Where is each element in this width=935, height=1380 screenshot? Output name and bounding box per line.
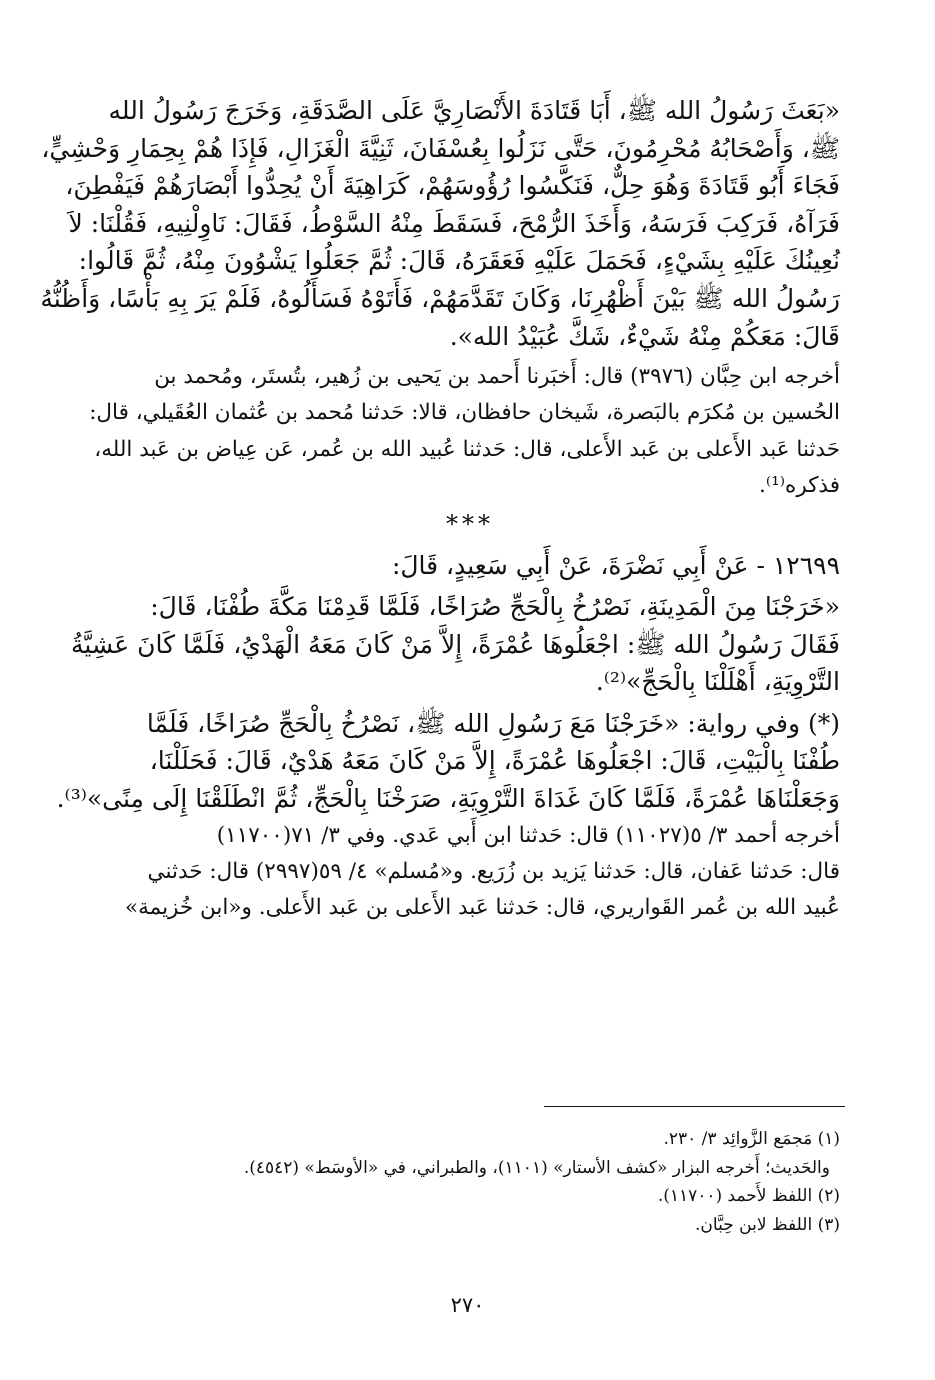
footnote-separator bbox=[544, 1106, 845, 1107]
text-line: الحُسين بن مُكرَم بالبَصرة، شَيخان حافظان، قالا: حَدثنا مُحمد بن عُثمان العُقَيلي، قال: bbox=[89, 400, 840, 426]
takhrij-previous bbox=[89, 359, 840, 504]
text-line: قال: حَدثنا عَفان، قال: حَدثنا يَزيد بن زُرَيع. و«مُسلم» ٤/ ٥٩(٢٩٩٧) قال: حَدثني bbox=[147, 858, 840, 884]
text-line: أخرجه ابن حِبَّان (٣٩٧٦) قال: أَخبَرنا أَحمد بن يَحيى بن زُهير، بتُستَر، ومُحمد بن bbox=[154, 364, 840, 390]
text-line: حَدثنا عَبد الأَعلى بن عَبد الأَعلى، قال: حَدثنا عُبيد الله بن عُمر، عَن عِياض بن عَبد الله، bbox=[94, 436, 840, 462]
page-number: ٢٧٠ bbox=[450, 1293, 485, 1317]
text-line: التَّرْوِيَةِ، أَهْلَلْنَا بِالْحَجِّ»⁽²⁾. bbox=[595, 667, 840, 697]
footnote: والحَديث؛ أَخرجه البزار «كشف الأستار» (١١٠١)، والطبراني، في «الأوسَط» (٤٥٤٢). bbox=[243, 1157, 830, 1178]
takhrij bbox=[100, 818, 840, 927]
text-line: أخرجه أحمد ٣/ ٥(١١٠٢٧) قال: حَدثنا ابن أَبي عَدي. وفي ٣/ ٧١(١١٧٠٠) bbox=[216, 822, 840, 848]
text-line: (*) وفي رواية: «خَرَجْنَا مَعَ رَسُولِ الله ﷺ، نَصْرُخُ بِالْحَجِّ صُرَاخًا، فَلَمَّا bbox=[146, 708, 840, 738]
text-line: فَرَآهُ، فَرَكِبَ فَرَسَهُ، وَأَخَذَ الرُّمْحَ، فَسَقَطَ مِنْهُ السَّوْطُ، فَقَالَ: نَاوِلْنِيهِ، فَقُلْنَا: لاَ bbox=[68, 208, 840, 238]
hadith-text bbox=[71, 588, 840, 701]
footnotes bbox=[100, 1125, 840, 1239]
footnote: (٢) اللفظ لأَحمد (١١٧٠٠). bbox=[657, 1186, 840, 1206]
text-line: عُبيد الله بن عُمر القَواريري، قال: حَدثنا عَبد الأَعلى بن عَبد الأَعلى. و«ابن خُزيمة» bbox=[124, 894, 840, 920]
footnote: (١) مَجمَع الزَّوائِد ٣/ ٢٣٠. bbox=[663, 1129, 840, 1149]
hadith-text-previous bbox=[40, 92, 840, 355]
text-line: طُفْنَا بِالْبَيْتِ، قَالَ: اجْعَلُوهَا عُمْرَةً، إِلاَّ مَنْ كَانَ مَعَهُ هَدْيٌ، قَالَ: فَحَلَلْنَا، bbox=[149, 746, 840, 776]
text-line: نُعِينُكَ عَلَيْهِ بِشَيْءٍ، فَحَمَلَ عَلَيْهِ فَعَقَرَهُ، قَالَ: ثُمَّ جَعَلُوا يَشْوُونَ مِنْهُ، ثُمَّ قَالُوا: bbox=[78, 246, 840, 276]
text-line: رَسُولُ الله ﷺ بَيْنَ أَظْهُرِنَا، وَكَانَ تَقَدَّمَهُمْ، فَأَتَوْهُ فَسَأَلُوهُ، فَلَمْ يَرَ بِهِ بَأْسًا، وَأَظُنُّهُ bbox=[40, 283, 840, 313]
riwaya-text bbox=[56, 705, 840, 818]
footnote: (٣) اللفظ لابن حِبَّان. bbox=[695, 1214, 840, 1235]
text-line: فذكره⁽¹⁾. bbox=[759, 472, 840, 498]
text-line: «خَرَجْنَا مِنَ الْمَدِينَةِ، نَصْرُخُ بِالْحَجِّ صُرَاخًا، فَلَمَّا قَدِمْنَا مَكَّةَ طُفْنَا، قَالَ: bbox=[150, 591, 840, 621]
text-line: فَجَاءَ أَبُو قَتَادَةَ وَهُوَ حِلٌّ، فَنَكَّسُوا رُؤُوسَهُمْ، كَرَاهِيَةَ أَنْ يُحِدُّوا أَبْصَارَهُمْ فَيَفْطِنَ، bbox=[65, 171, 840, 201]
hadith-heading: ١٢٦٩٩ - عَنْ أَبِي نَضْرَةَ، عَنْ أَبِي سَعِيدٍ، قَالَ: bbox=[391, 550, 840, 580]
page-body bbox=[40, 92, 840, 926]
section-separator: *** bbox=[446, 509, 494, 538]
text-line: فَقَالَ رَسُولُ الله ﷺ: اجْعَلُوهَا عُمْرَةً، إِلاَّ مَنْ كَانَ مَعَهُ الْهَدْيُ، فَلَمَّا كَانَ عَشِيَّةُ bbox=[71, 629, 840, 659]
text-line: «بَعَثَ رَسُولُ الله ﷺ، أَبَا قَتَادَةَ الأَنْصَارِيَّ عَلَى الصَّدَقَةِ، وَخَرَجَ رَسُولُ الله bbox=[108, 96, 840, 125]
text-line: قَالَ: مَعَكُمْ مِنْهُ شَيْءٌ، شَكَّ عُبَيْدُ الله». bbox=[449, 321, 840, 351]
text-line: وَجَعَلْنَاهَا عُمْرَةً، فَلَمَّا كَانَ غَدَاةَ التَّرْوِيَةِ، صَرَخْنَا بِالْحَجِّ، ثُمَّ انْطَلَقْنَا إِلَى مِنًى»⁽³⁾. bbox=[56, 783, 840, 813]
text-line: ﷺ، وَأَصْحَابُهُ مُحْرِمُونَ، حَتَّى نَزَلُوا بِعُسْفَانَ، ثَنِيَّةَ الْغَزَالِ، فَإِذَا هُمْ بِحِمَارِ وَحْشِيٍّ، bbox=[41, 133, 840, 163]
